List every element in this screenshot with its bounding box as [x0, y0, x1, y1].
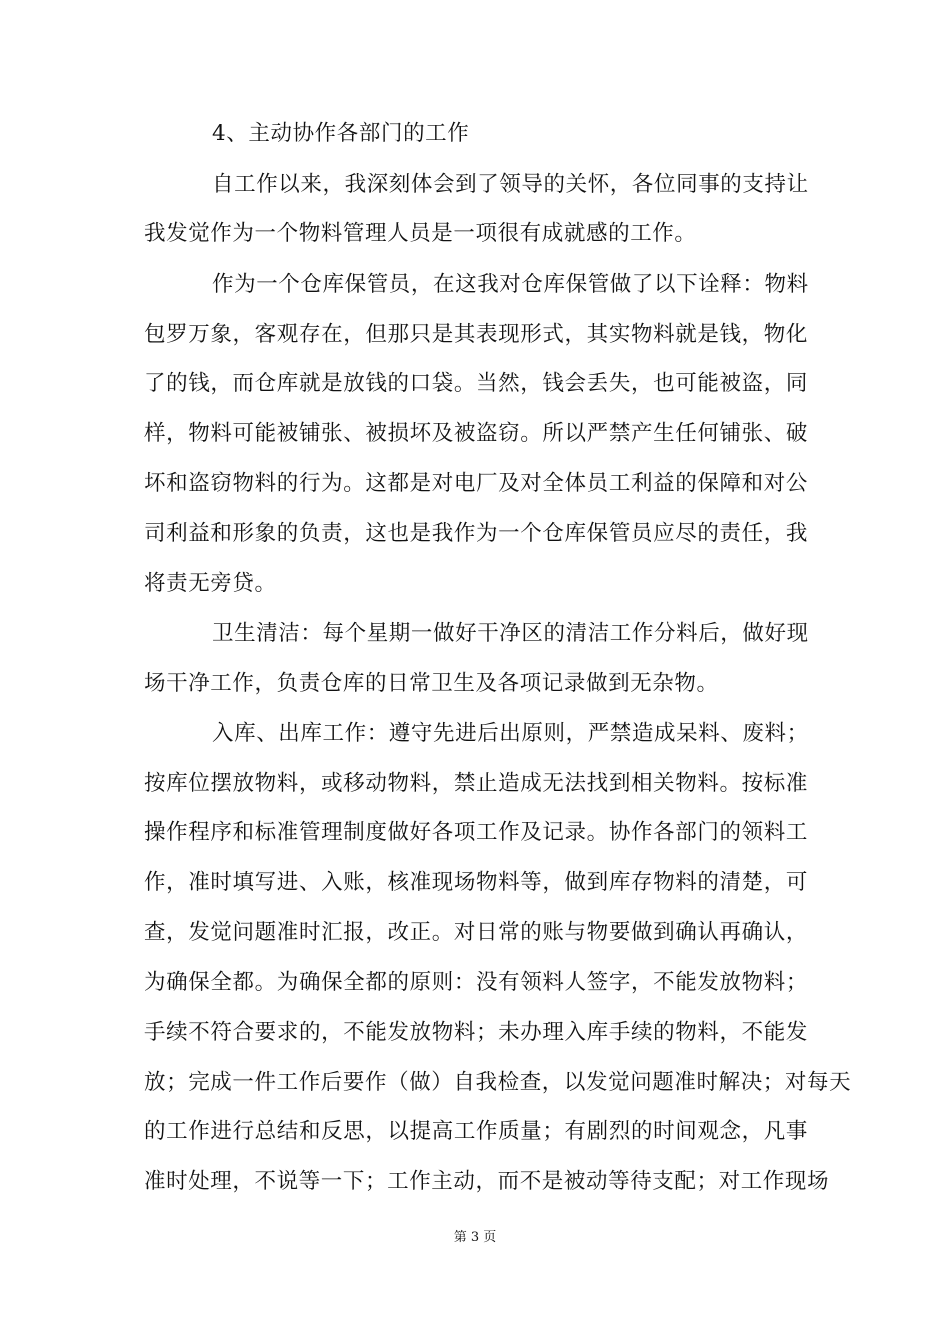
paragraph-line: 入库、出库工作：遵守先进后出原则，严禁造成呆料、废料； — [212, 721, 809, 746]
paragraph-line: 坏和盗窃物料的行为。这都是对电厂及对全体员工利益的保障和对公 — [144, 471, 808, 496]
paragraph-line: 了的钱，而仓库就是放钱的口袋。当然，钱会丢失，也可能被盗，同 — [144, 371, 808, 396]
paragraph-line: 准时处理，不说等一下；工作主动，而不是被动等待支配；对工作现场 — [144, 1169, 830, 1194]
paragraph-line: 为确保全都。为确保全都的原则：没有领料人签字，不能发放物料； — [144, 970, 808, 995]
paragraph-line: 场干净工作，负责仓库的日常卫生及各项记录做到无杂物。 — [144, 671, 719, 696]
paragraph-line: 自工作以来，我深刻体会到了领导的关怀，各位同事的支持让 — [212, 172, 809, 197]
paragraph-line: 放；完成一件工作后要作（做）自我检查，以发觉问题准时解决；对每天 — [144, 1070, 852, 1095]
paragraph-line: 作，准时填写进、入账，核准现场物料等，做到库存物料的清楚，可 — [144, 870, 808, 895]
section-heading: 4、主动协作各部门的工作 — [212, 121, 470, 146]
paragraph-line: 我发觉作为一个物料管理人员是一项很有成就感的工作。 — [144, 221, 697, 246]
paragraph-line: 司利益和形象的负责，这也是我作为一个仓库保管员应尽的责任，我 — [144, 521, 808, 546]
paragraph-line: 作为一个仓库保管员，在这我对仓库保管做了以下诠释：物料 — [212, 272, 809, 297]
paragraph-line: 卫生清洁：每个星期一做好干净区的清洁工作分料后，做好现 — [212, 621, 809, 646]
paragraph-line: 的工作进行总结和反思，以提高工作质量；有剧烈的时间观念，凡事 — [144, 1119, 808, 1144]
paragraph-line: 查，发觉问题准时汇报，改正。对日常的账与物要做到确认再确认， — [144, 920, 808, 945]
paragraph-line: 样，物料可能被铺张、被损坏及被盗窃。所以严禁产生任何铺张、破 — [144, 421, 808, 446]
page-number: 第 3 页 — [453, 1230, 497, 1245]
paragraph-line: 操作程序和标准管理制度做好各项工作及记录。协作各部门的领料工 — [144, 820, 808, 845]
paragraph-line: 手续不符合要求的，不能发放物料；未办理入库手续的物料，不能发 — [144, 1020, 808, 1045]
paragraph-line: 按库位摆放物料，或移动物料，禁止造成无法找到相关物料。按标准 — [144, 771, 808, 796]
paragraph-line: 包罗万象，客观存在，但那只是其表现形式，其实物料就是钱，物化 — [144, 322, 808, 347]
paragraph-line: 将责无旁贷。 — [144, 571, 277, 596]
